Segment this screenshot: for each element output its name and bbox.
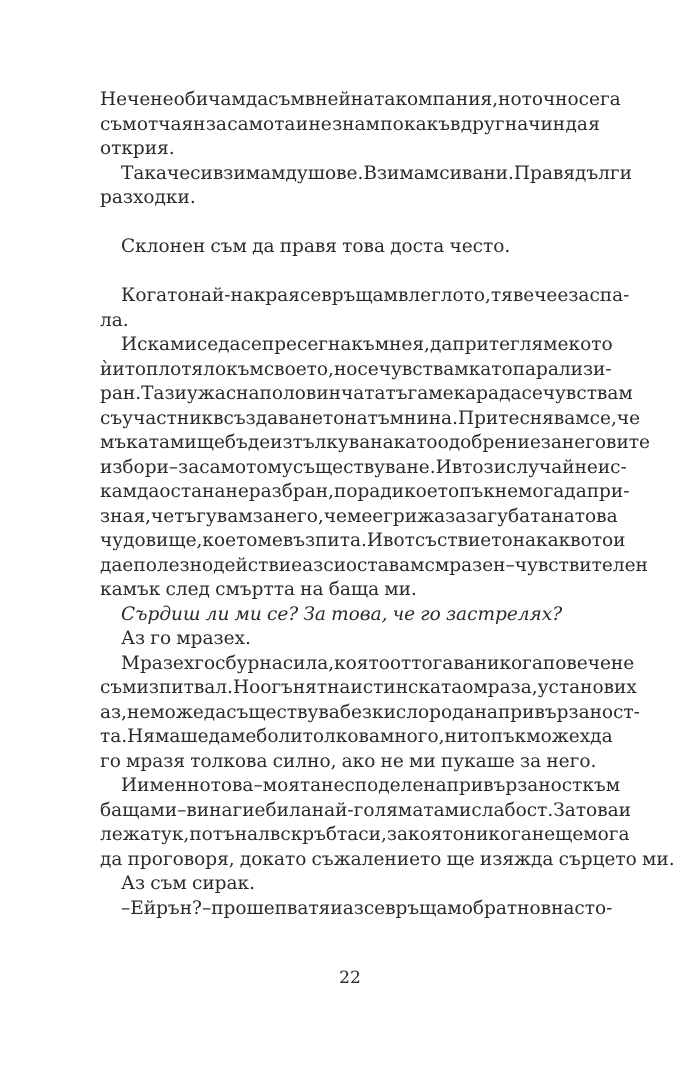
- text-line: Аз го мразех.: [121, 628, 251, 649]
- text-line: Мразех го с бурна сила, която от тогава никога повече не: [121, 652, 635, 674]
- paragraph: [100, 603, 600, 628]
- text-line: мъката ми ще бъде изтълкувана като одобрение за неговите: [100, 432, 650, 453]
- text-line: да е полезно действие аз си оставам смразен – чувствителен: [100, 554, 648, 576]
- text-line: съучастник в създаването на тъмнина. Притеснявам се, че: [100, 407, 641, 429]
- text-line: ѝ и топло тяло към своето, но се чувствам като парализи-: [100, 358, 612, 380]
- text-line: Така че си взимам душове. Взимам си вани. Правя дълги: [121, 162, 632, 184]
- text-line: Сърдиш ли ми се? За това, че го застрелях?: [121, 603, 563, 625]
- text-line: открия.: [100, 138, 175, 159]
- text-line: чудовище, което ме възпита. И в отсъствието на каквото и: [100, 530, 626, 551]
- text-line: ла.: [100, 309, 129, 331]
- text-line: – Ейрън? – прошепва тя и аз се връщам обратно в насто-: [121, 897, 613, 919]
- text-line: Аз съм сирак.: [121, 873, 255, 894]
- text-line: го мразя толкова силно, ако не ми пукаше за него.: [100, 750, 597, 772]
- text-line: да проговоря, докато съжалението ще изяжда сърцето ми.: [100, 848, 675, 870]
- text-line: баща ми – винаги е била най-голямата ми слабост. Затова и: [100, 799, 631, 821]
- text-line: разходки.: [100, 187, 196, 208]
- paragraph: [100, 235, 600, 260]
- text-line: кам да остана неразбран, поради което пък не мога да при-: [100, 481, 630, 502]
- book-page-body: [100, 88, 675, 921]
- paragraph: [100, 162, 632, 211]
- text-line: аз, не може да съществува без кислорода на привързаност-: [100, 701, 640, 723]
- paragraph: [100, 774, 675, 872]
- text-line: Иска ми се да се пресегна към нея, да притегля мекото: [121, 334, 613, 355]
- text-line: Склонен съм да правя това доста често.: [121, 236, 511, 257]
- text-line: Не че не обичам да съм в нейната компания, но точно сега: [100, 89, 621, 110]
- text-line: И именно това – моята несподелена привързаност към: [121, 775, 621, 796]
- text-line: камък след смъртта на баща ми.: [100, 579, 417, 600]
- paragraph: [100, 627, 600, 652]
- paragraph: [100, 897, 613, 922]
- paragraph-gap: [100, 211, 600, 236]
- paragraph: [100, 88, 621, 162]
- paragraph: [100, 284, 630, 333]
- text-line: зная, че тъгувам за него, че ме е грижа за загубата на това: [100, 505, 618, 527]
- paragraph: [100, 333, 650, 603]
- page-number: 22: [339, 968, 361, 988]
- paragraph: [100, 872, 600, 897]
- text-line: Когато най-накрая се връщам в леглото, тя вече е заспа-: [121, 285, 630, 306]
- text-line: избори – за самото му съществуване. И в този случай не ис-: [100, 456, 627, 478]
- paragraph: [100, 652, 640, 775]
- text-line: лежа тук, потънал в скръбта си, за която никога не ще мога: [100, 824, 630, 845]
- text-line: ран. Тази ужасна половинчата тъга ме кара да се чувствам: [100, 383, 633, 404]
- text-line: съм изпитвал. Но огънят на истинската омраза, установих: [100, 677, 637, 698]
- paragraph-gap: [100, 260, 600, 285]
- text-line: та. Нямаше да ме боли толкова много, нито пък можех да: [100, 726, 613, 747]
- text-line: съм отчаян за самота и не знам по какъв друг начин да я: [100, 113, 600, 135]
